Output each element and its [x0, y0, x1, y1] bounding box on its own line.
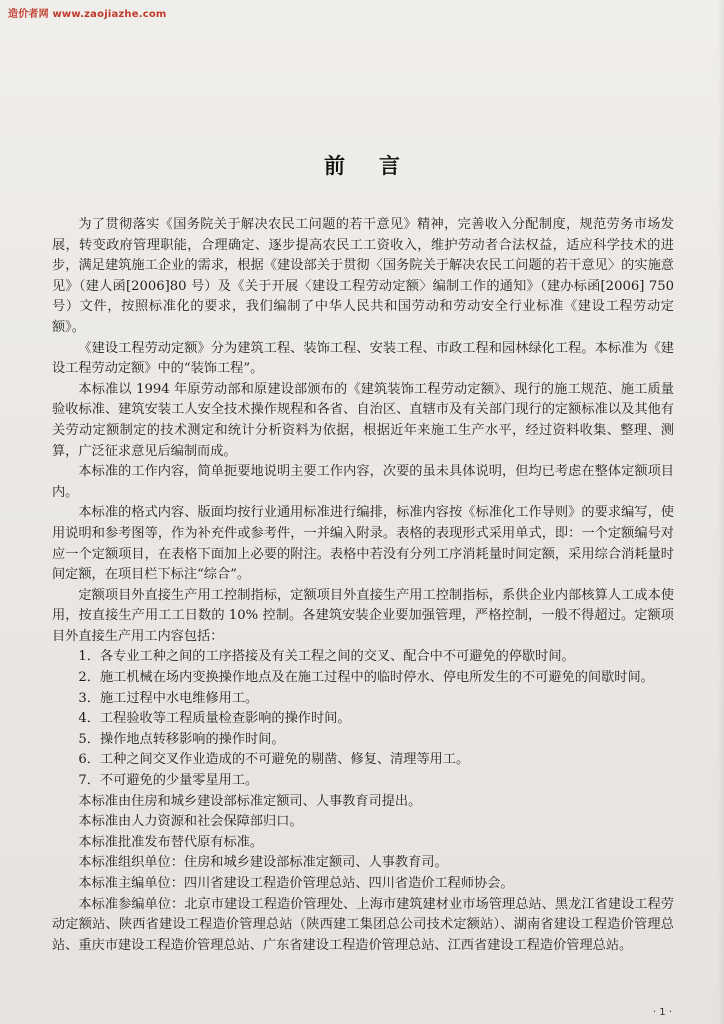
paragraph-5: 本标准的格式内容、版面均按行业通用标准进行编排，标准内容按《标准化工作导则》的要求编写，使用说明和参考图等，作为补充件或参考件，一并编入附录。表格的表现形式采用单式，即：一个定额编号对应一个定额项目，在表格下面加上必要的附注。表格中若没有分列工序消耗量时间定额，采用综合消耗量时间定额，在项目栏下标注“综合”。 — [52, 505, 674, 583]
closing-line-2: 本标准由人力资源和社会保障部归口。 — [78, 814, 303, 830]
list-item-5: 5．操作地点转移影响的操作时间。 — [78, 731, 285, 747]
paragraph-1: 为了贯彻落实《国务院关于解决农民工问题的若干意见》精神，完善收入分配制度，规范劳务市场发展，转变政府管理职能，合理确定、逐步提高农民工工资收入，维护劳动者合法权益，适应科学技术的进步，满足建筑施工企业的需求，根据《建设部关于贯彻〈国务院关于解决农民工问题的若干意见〉的实施意见》（建人函[2006]80 号）及《关于开展〈建设工程劳动定额〉编制工作的通知》（建办标函[2006] 750 号）文件，按照标准化的要求，我们编制了中华人民共和国劳动和劳动安全行业标准《建设工程劳动定额》。 — [52, 217, 674, 335]
paragraph-3: 本标准以 1994 年原劳动部和原建设部颁布的《建筑装饰工程劳动定额》、现行的施工规范、施工质量验收标准、建筑安装工人安全技术操作规程和各省、自治区、直辖市及有关部门现行的定额标准以及其他有关劳动定额制定的技术测定和统计分析资料为依据，根据近年来施工生产水平，经过资料收集、整理、测算，广泛征求意见后编制而成。 — [52, 381, 674, 459]
list-item-2: 2．施工机械在场内变换操作地点及在施工过程中的临时停水、停电所发生的不可避免的间歇时间。 — [78, 670, 654, 686]
closing-line-3: 本标准批准发布替代原有标准。 — [78, 834, 264, 850]
list-item-7: 7．不可避免的少量零星用工。 — [78, 773, 259, 789]
paragraph-6: 定额项目外直接生产用工控制指标，定额项目外直接生产用工控制指标，系供企业内部核算人工成本使用，按直接生产用工工日数的 10% 控制。各建筑安装企业要加强管理，严格控制，一般不得超过。定额项目外直接生产用工内容包括： — [52, 587, 674, 644]
closing-line-5: 本标准主编单位：四川省建设工程造价管理总站、四川省造价工程师协会。 — [78, 876, 514, 891]
paragraph-2: 《建设工程劳动定额》分为建筑工程、装饰工程、安装工程、市政工程和园林绿化工程。本标准为《建设工程劳动定额》中的“装饰工程”。 — [52, 340, 674, 377]
closing-line-1: 本标准由住房和城乡建设部标准定额司、人事教育司提出。 — [78, 793, 422, 809]
list-item-1: 1．各专业工种之间的工序搭接及有关工程之间的交叉、配合中不可避免的停歇时间。 — [78, 649, 575, 665]
list-item-4: 4．工程验收等工程质量检查影响的操作时间。 — [78, 711, 351, 727]
page-edge-shadow — [718, 0, 724, 1024]
list-item-3: 3．施工过程中水电维修用工。 — [78, 690, 259, 706]
closing-line-6: 本标准参编单位：北京市建设工程造价管理处、上海市建筑建材业市场管理总站、黑龙江省建设工程劳动定额站、陕西省建设工程造价管理总站（陕西建工集团总公司技术定额站）、湖南省建设工程造价管理总站、重庆市建设工程造价管理总站、广东省建设工程造价管理总站、江西省建设工程造价管理总站。 — [52, 896, 674, 953]
watermark: 造价者网 www.zaojiazhe.com — [8, 9, 167, 20]
list-item-6: 6．工种之间交叉作业造成的不可避免的剔凿、修复、清理等用工。 — [78, 752, 470, 768]
page-title: 前言 — [324, 153, 434, 178]
page-number: · 1 · — [652, 1007, 672, 1018]
paragraph-4: 本标准的工作内容，简单扼要地说明主要工作内容，次要的虽未具体说明，但均已考虑在整体定额项目内。 — [52, 464, 674, 500]
closing-line-4: 本标准组织单位：住房和城乡建设部标准定额司、人事教育司。 — [78, 855, 448, 871]
document-body — [52, 215, 674, 956]
